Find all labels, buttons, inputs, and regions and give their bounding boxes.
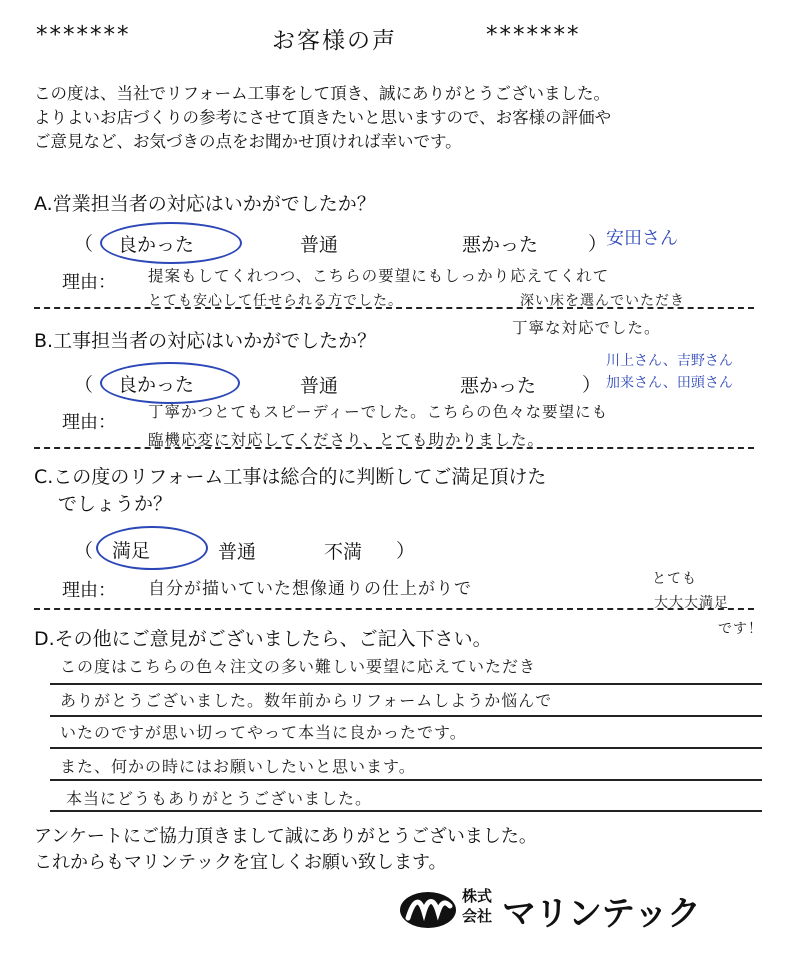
company-type-bottom: 会社 — [462, 907, 493, 925]
question-d-rule-4 — [50, 779, 762, 781]
page-title: お客様の声 — [272, 28, 397, 54]
question-a-reason-line-1: 提案もしてくれつつ、こちらの要望にもしっかり応えてくれて — [148, 267, 610, 285]
question-c-reason-line: 自分が描いていた想像通りの仕上がりで — [148, 579, 472, 599]
question-c-paren-open: （ — [74, 540, 94, 562]
intro-line-1: この度は、当社でリフォーム工事をして頂き、誠にありがとうございました。 — [34, 84, 611, 103]
question-b-paren-close: ） — [582, 374, 602, 396]
question-b-paren-open: （ — [74, 374, 94, 396]
question-a-reason-label: 理由： — [62, 272, 116, 293]
question-c-option-satisfied[interactable]: 満足 — [112, 540, 151, 562]
footer-line-2: これからもマリンテックを宜しくお願い致します。 — [34, 852, 447, 873]
question-c-reason-side-3: です！ — [718, 621, 763, 637]
question-d-line-4: また、何かの時にはお願いしたいと思います。 — [60, 757, 416, 776]
question-c-title-2: でしょうか？ — [58, 493, 173, 515]
question-d-rule-3 — [50, 747, 762, 749]
question-d-line-5: 本当にどうもありがとうございました。 — [66, 789, 373, 808]
question-b-title: B.工事担当者の対応はいかがでしたか？ — [34, 330, 377, 352]
question-b-reason-underline — [34, 447, 754, 449]
question-b-staff-note-1: 川上さん、吉野さん — [606, 353, 733, 369]
question-d-title: D.その他にご意見がございましたら、ご記入下さい。 — [34, 628, 492, 650]
question-a-option-normal[interactable]: 普通 — [300, 234, 339, 256]
intro-line-2: よりよいお店づくりの参考にさせて頂きたいと思いますので、お客様の評価や — [34, 108, 612, 127]
header-stars-right: ******* — [486, 22, 581, 48]
question-c-paren-close: ） — [396, 540, 416, 562]
question-b-reason-line-1: 丁寧かつとてもスピーディーでした。こちらの色々な要望にも — [148, 403, 609, 421]
question-b-option-bad[interactable]: 悪かった — [460, 375, 537, 397]
question-c-option-unsatisfied[interactable]: 不満 — [324, 541, 363, 563]
question-a-reason-line-3: 深い床を選んでいただき — [520, 293, 685, 309]
question-a-extra-note: 丁寧な対応でした。 — [512, 319, 661, 337]
question-b-reason-label: 理由： — [62, 412, 116, 433]
question-a-paren-open: （ — [74, 233, 94, 255]
question-a-option-good[interactable]: 良かった — [118, 234, 195, 256]
question-c-reason-side-2: 大大大満足 — [654, 595, 729, 611]
question-b-staff-note-2: 加来さん、田頭さん — [606, 375, 733, 391]
company-type-top: 株式 — [462, 887, 493, 905]
question-b-option-normal[interactable]: 普通 — [300, 375, 339, 397]
question-d-line-2: ありがとうございました。数年前からリフォームしようか悩んで — [60, 691, 553, 710]
company-logo — [398, 886, 744, 932]
company-logo-icon — [398, 888, 458, 932]
question-c-reason-label: 理由： — [62, 580, 116, 601]
question-a-option-bad[interactable]: 悪かった — [462, 234, 539, 256]
question-b-reason-line-2: 臨機応変に対応してくださり、とても助かりました。 — [148, 431, 545, 449]
question-d-line-1: この度はこちらの色々注文の多い難しい要望に応えていただき — [60, 657, 537, 676]
question-d-line-3: いたのですが思い切ってやって本当に良かったです。 — [60, 723, 467, 742]
question-c-reason-side-1: とても — [652, 571, 697, 587]
question-a-reason-underline — [34, 307, 754, 309]
question-d-rule-1 — [50, 683, 762, 685]
company-name: マリンテック — [502, 894, 700, 934]
footer-line-1: アンケートにご協力頂きまして誠にありがとうございました。 — [34, 826, 537, 847]
question-c-title-1: C.この度のリフォーム工事は総合的に判断してご満足頂けた — [34, 466, 547, 488]
question-c-option-normal[interactable]: 普通 — [218, 541, 257, 563]
question-c-reason-underline — [34, 608, 754, 610]
header-stars-left: ******* — [36, 22, 131, 48]
question-a-title: A.営業担当者の対応はいかがでしたか？ — [34, 193, 376, 215]
question-d-rule-5 — [50, 810, 762, 812]
question-d-rule-2 — [50, 715, 762, 717]
question-a-reason-line-2: とても安心して任せられる方でした。 — [148, 293, 403, 309]
intro-line-3: ご意見など、お気づきの点をお聞かせ頂ければ幸いです。 — [34, 132, 462, 151]
question-a-paren-close: ） — [588, 233, 608, 255]
question-a-staff-note: 安田さん — [606, 228, 678, 249]
question-b-option-good[interactable]: 良かった — [118, 374, 195, 396]
